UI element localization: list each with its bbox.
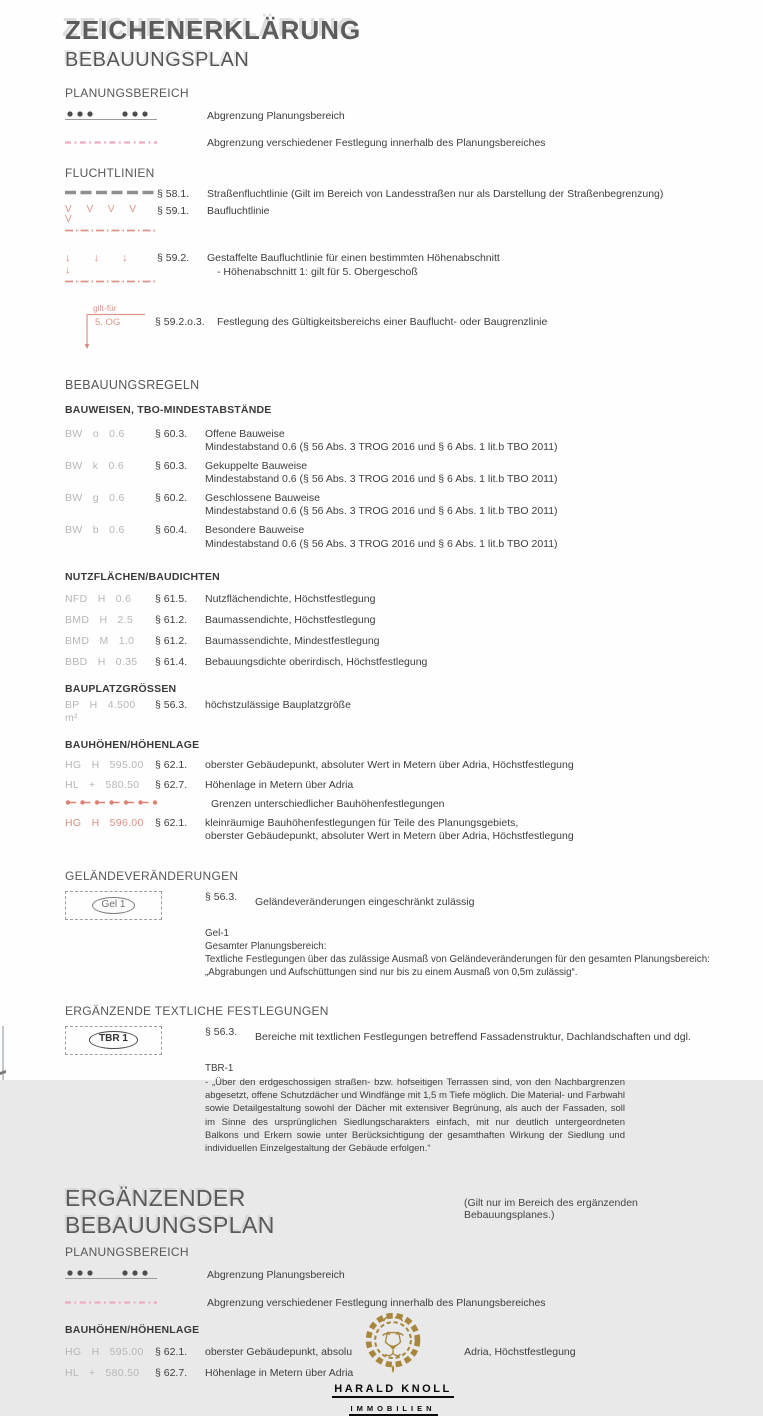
validity-bracket-label2: 5. OG <box>95 316 121 328</box>
gel1-zone-icon <box>65 891 205 920</box>
paragraph-ref: § 59.1. <box>157 205 190 218</box>
legend-row <box>65 137 723 150</box>
paragraph-ref: § 61.2. <box>155 613 188 626</box>
tbr1-zone-icon <box>65 1026 205 1055</box>
symbol-code: BW g 0.6 <box>65 492 125 505</box>
tbr1-label: TBR 1 <box>89 1031 138 1049</box>
gel1-label: Gel 1 <box>92 897 136 915</box>
pink-dash-dot-line-icon <box>65 137 157 150</box>
legend-row <box>65 817 723 843</box>
row-description: Bereiche mit textlichen Festlegungen betreffend Fassadenstruktur, Dachlandschaften und dgl. <box>255 1030 691 1043</box>
boundary-dots-line-icon <box>65 1269 157 1284</box>
legend-row <box>65 635 723 648</box>
page-title: ZEICHENERKLÄRUNG <box>65 15 362 45</box>
page-subtitle: BEBAUUNGSPLAN <box>65 48 250 71</box>
gel1-note-line: „Abgrabungen und Aufschüttungen sind nur bis zu einem Ausmaß von 0,5m zulässig“. <box>205 966 578 978</box>
legend-row <box>65 110 723 125</box>
logo-subtitle: IMMOBILIEN <box>349 1404 438 1416</box>
row-description: Höhenlage in Metern über Adria <box>205 1366 354 1379</box>
symbol-code: HL + 580.50 <box>65 1366 140 1379</box>
subsection-heading-bauhoehen: BAUHÖHEN/HÖHENLAGE <box>65 739 200 752</box>
row-description: Baumassendichte, Mindestfestlegung <box>205 634 380 647</box>
section-heading-gelaende: GELÄNDEVERÄNDERUNGEN <box>65 869 239 884</box>
row-description: Abgrenzung Planungsbereich <box>207 109 345 122</box>
row-description: Gestaffelte Baufluchtlinie für einen bestimmten Höhenabschnitt <box>207 252 500 265</box>
section-heading-fluchtlinien: FLUCHTLINIEN <box>65 166 155 181</box>
symbol-code: NFD H 0.6 <box>65 592 132 605</box>
lion-head-icon <box>350 1310 436 1374</box>
row-description: Baufluchtlinie <box>207 205 270 218</box>
v-glyphs: V V V V V <box>65 204 143 226</box>
row-description-2: oberster Gebäudepunkt, absoluter Wert in Metern über Adria, Höchstfestlegung <box>205 829 574 842</box>
legend-row <box>65 302 723 354</box>
symbol-code: BMD H 2.5 <box>65 613 134 626</box>
legend-row <box>65 798 723 811</box>
paragraph-ref: § 56.3. <box>205 891 238 904</box>
row-description-group <box>205 428 723 454</box>
logo-name: HARALD KNOLL <box>332 1383 453 1398</box>
row-description: Straßenfluchtlinie (Gilt im Bereich von Landesstraßen nur als Darstellung der Straßenbegrenzung) <box>207 188 664 201</box>
company-logo <box>331 1310 455 1416</box>
gel1-note <box>205 928 723 980</box>
subsection-heading-bauhoehen-2: BAUHÖHEN/HÖHENLAGE <box>65 1323 200 1336</box>
row-description: Gekuppelte Bauweise <box>205 459 308 472</box>
ergaenzender-heading: ERGÄNZENDER BEBAUUNGSPLAN <box>65 1185 275 1239</box>
row-description: Baumassendichte, Höchstfestlegung <box>205 613 376 626</box>
legend-row <box>65 524 723 550</box>
symbol-code: BBD H 0.35 <box>65 656 138 669</box>
row-description: Festlegung des Gültigkeitsbereichs einer Bauflucht- oder Baugrenzlinie <box>217 315 548 328</box>
legend-row <box>65 779 723 792</box>
legend-row <box>65 614 723 627</box>
paragraph-ref: § 59.2. <box>157 252 190 265</box>
legend-row <box>65 1297 723 1310</box>
section-heading-bebauungsregeln: BEBAUUNGSREGELN <box>65 377 200 392</box>
legend-row <box>65 891 723 920</box>
paragraph-ref: § 58.1. <box>157 188 190 201</box>
row-description-2: Mindestabstand 0.6 (§ 56 Abs. 3 TROG 2016 und § 6 Abs. 1 lit.b TBO 2011) <box>205 473 558 486</box>
boundary-dots-line-icon <box>65 110 157 125</box>
symbol-code: HG H 596.00 <box>65 816 144 829</box>
red-dash-dot-line-icon <box>65 798 161 811</box>
row-description: Besondere Bauweise <box>205 524 305 537</box>
pink-dash-dot-line-icon <box>65 1297 157 1310</box>
tbr1-note-title: TBR-1 <box>205 1062 234 1074</box>
paragraph-ref: § 60.4. <box>155 524 188 537</box>
legend-row <box>65 1026 723 1055</box>
gel1-note-title: Gel-1 <box>205 928 229 940</box>
section-heading-planungsbereich-2: PLANUNGSBEREICH <box>65 1245 189 1260</box>
gel1-note-line: Textliche Festlegungen über das zulässige Ausmaß von Geländeveränderungen für den gesamten Planungsbereich: <box>205 953 710 965</box>
section-bauhoehen-bottom <box>65 1323 723 1413</box>
row-description-2: Mindestabstand 0.6 (§ 56 Abs. 3 TROG 2016 und § 6 Abs. 1 lit.b TBO 2011) <box>205 440 558 453</box>
legend-row <box>65 428 723 454</box>
paragraph-ref: § 61.5. <box>155 592 188 605</box>
paragraph-ref: § 62.1. <box>155 759 188 772</box>
row-description: Höhenlage in Metern über Adria <box>205 778 354 791</box>
legend-row <box>65 1269 723 1284</box>
symbol-code: BW b 0.6 <box>65 524 125 537</box>
ergaenzender-heading-note: (Gilt nur im Bereich des ergänzenden Bebauungsplanes.) <box>463 1197 638 1222</box>
row-description: Abgrenzung verschiedener Festlegung innerhalb des Planungsbereiches <box>207 137 546 150</box>
row-description: Geschlossene Bauweise <box>205 492 320 505</box>
row-description-group <box>205 524 723 550</box>
symbol-code: HG H 595.00 <box>65 759 144 772</box>
row-description: Bebauungsdichte oberirdisch, Höchstfestlegung <box>205 656 428 669</box>
row-description-left: oberster Gebäudepunkt, absolu <box>205 1345 353 1358</box>
row-description: höchstzulässige Bauplatzgröße <box>205 699 351 712</box>
paragraph-ref: § 59.2.o.3. <box>155 315 205 328</box>
row-description-group <box>205 460 723 486</box>
paragraph-ref: § 60.3. <box>155 427 188 440</box>
paragraph-ref: § 56.3. <box>155 699 188 712</box>
row-description-2: - Höhenabschnitt 1: gilt für 5. Obergeschoß <box>217 265 418 278</box>
row-description-2: Mindestabstand 0.6 (§ 56 Abs. 3 TROG 2016 und § 6 Abs. 1 lit.b TBO 2011) <box>205 505 558 518</box>
row-description: Abgrenzung Planungsbereich <box>207 1269 345 1282</box>
row-description: Offene Bauweise <box>205 427 285 440</box>
legend-row <box>65 593 723 606</box>
row-description-group <box>205 1346 723 1359</box>
row-description: Abgrenzung verschiedener Festlegung innerhalb des Planungsbereiches <box>207 1296 546 1309</box>
symbol-code: BW o 0.6 <box>65 427 125 440</box>
paragraph-ref: § 60.3. <box>155 459 188 472</box>
row-description: Geländeveränderungen eingeschränkt zulässig <box>255 896 475 909</box>
paragraph-ref: § 56.3. <box>205 1025 238 1038</box>
row-description: oberster Gebäudepunkt, absoluter Wert in Metern über Adria, Höchstfestlegung <box>205 759 574 772</box>
symbol-code: HG H 595.00 <box>65 1345 144 1358</box>
subsection-heading-nutzflaechen: NUTZFLÄCHEN/BAUDICHTEN <box>65 570 220 583</box>
paragraph-ref: § 62.7. <box>155 778 188 791</box>
legend-row <box>65 492 723 518</box>
legend-row <box>65 188 723 201</box>
symbol-code: BW k 0.6 <box>65 459 124 472</box>
paragraph-ref: § 61.4. <box>155 656 188 669</box>
legend-row <box>65 252 723 289</box>
row-description: Grenzen unterschiedlicher Bauhöhenfestlegungen <box>211 797 445 810</box>
paragraph-ref: § 62.1. <box>155 816 188 829</box>
paragraph-ref: § 62.1. <box>155 1345 188 1358</box>
arrow-dash-line-icon <box>65 252 157 289</box>
row-description-group <box>207 252 723 278</box>
validity-bracket-icon <box>65 302 155 354</box>
subsection-heading-bauweisen: BAUWEISEN, TBO-MINDESTABSTÄNDE <box>65 403 272 416</box>
v-dash-line-icon <box>65 205 157 238</box>
validity-bracket-label1: gilt-für <box>93 302 117 313</box>
legend-row <box>65 205 723 238</box>
legend-row <box>65 759 723 772</box>
section-ergaenzender-heading-row <box>65 1185 723 1239</box>
symbol-code: HL + 580.50 <box>65 778 140 791</box>
row-description-group <box>205 817 723 843</box>
section-heading-planungsbereich: PLANUNGSBEREICH <box>65 85 189 100</box>
paragraph-ref: § 60.2. <box>155 492 188 505</box>
gel1-note-line: Gesamter Planungsbereich: <box>205 940 327 952</box>
subsection-heading-bauplatzgroessen: BAUPLATZGRÖSSEN <box>65 683 177 696</box>
paragraph-ref: § 62.7. <box>155 1366 188 1379</box>
row-description: kleinräumige Bauhöhenfestlegungen für Teile des Planungsgebiets, <box>205 816 519 829</box>
tbr1-note <box>205 1063 723 1156</box>
symbol-code: BP H 4.500 m² <box>65 699 136 725</box>
tbr1-note-text: - „Über den erdgeschossigen straßen- bzw. hofseitigen Terrassen sind, von den Nachbargrenzen abgesetzt, offene Schutzdächer und Windfänge mit 1,5 m Tiefe möglich. Die Material- und Farbwahl sowie Detailgestaltung sowohl der Dächer mit extensiver Begrünung, als auch der Fassaden, soll im Sinne des ursprünglichen Siedlungscharakters einfach, mit nur deutlich untergeordneten Balkons und Erkern sowie unter Berücksichtigung der gesamthaften Wirkung der Siedlung und individuellen Einzelgestaltung der Gebäude erfolgen.“ <box>205 1076 625 1155</box>
legend-row <box>65 656 723 669</box>
paragraph-ref: § 61.2. <box>155 634 188 647</box>
row-description-right: Adria, Höchstfestlegung <box>464 1345 576 1358</box>
legend-row <box>65 460 723 486</box>
symbol-code: BMD M 1.0 <box>65 634 135 647</box>
down-arrow-glyphs: ↓ ↓ ↓ ↓ <box>65 252 138 277</box>
gray-dash-line-icon <box>65 188 157 201</box>
row-description-group <box>205 492 723 518</box>
row-description-2: Mindestabstand 0.6 (§ 56 Abs. 3 TROG 2016 und § 6 Abs. 1 lit.b TBO 2011) <box>205 537 558 550</box>
legend-row <box>65 699 723 725</box>
row-description: Nutzflächendichte, Höchstfestlegung <box>205 592 376 605</box>
section-heading-textliche: ERGÄNZENDE TEXTLICHE FESTLEGUNGEN <box>65 1003 329 1018</box>
